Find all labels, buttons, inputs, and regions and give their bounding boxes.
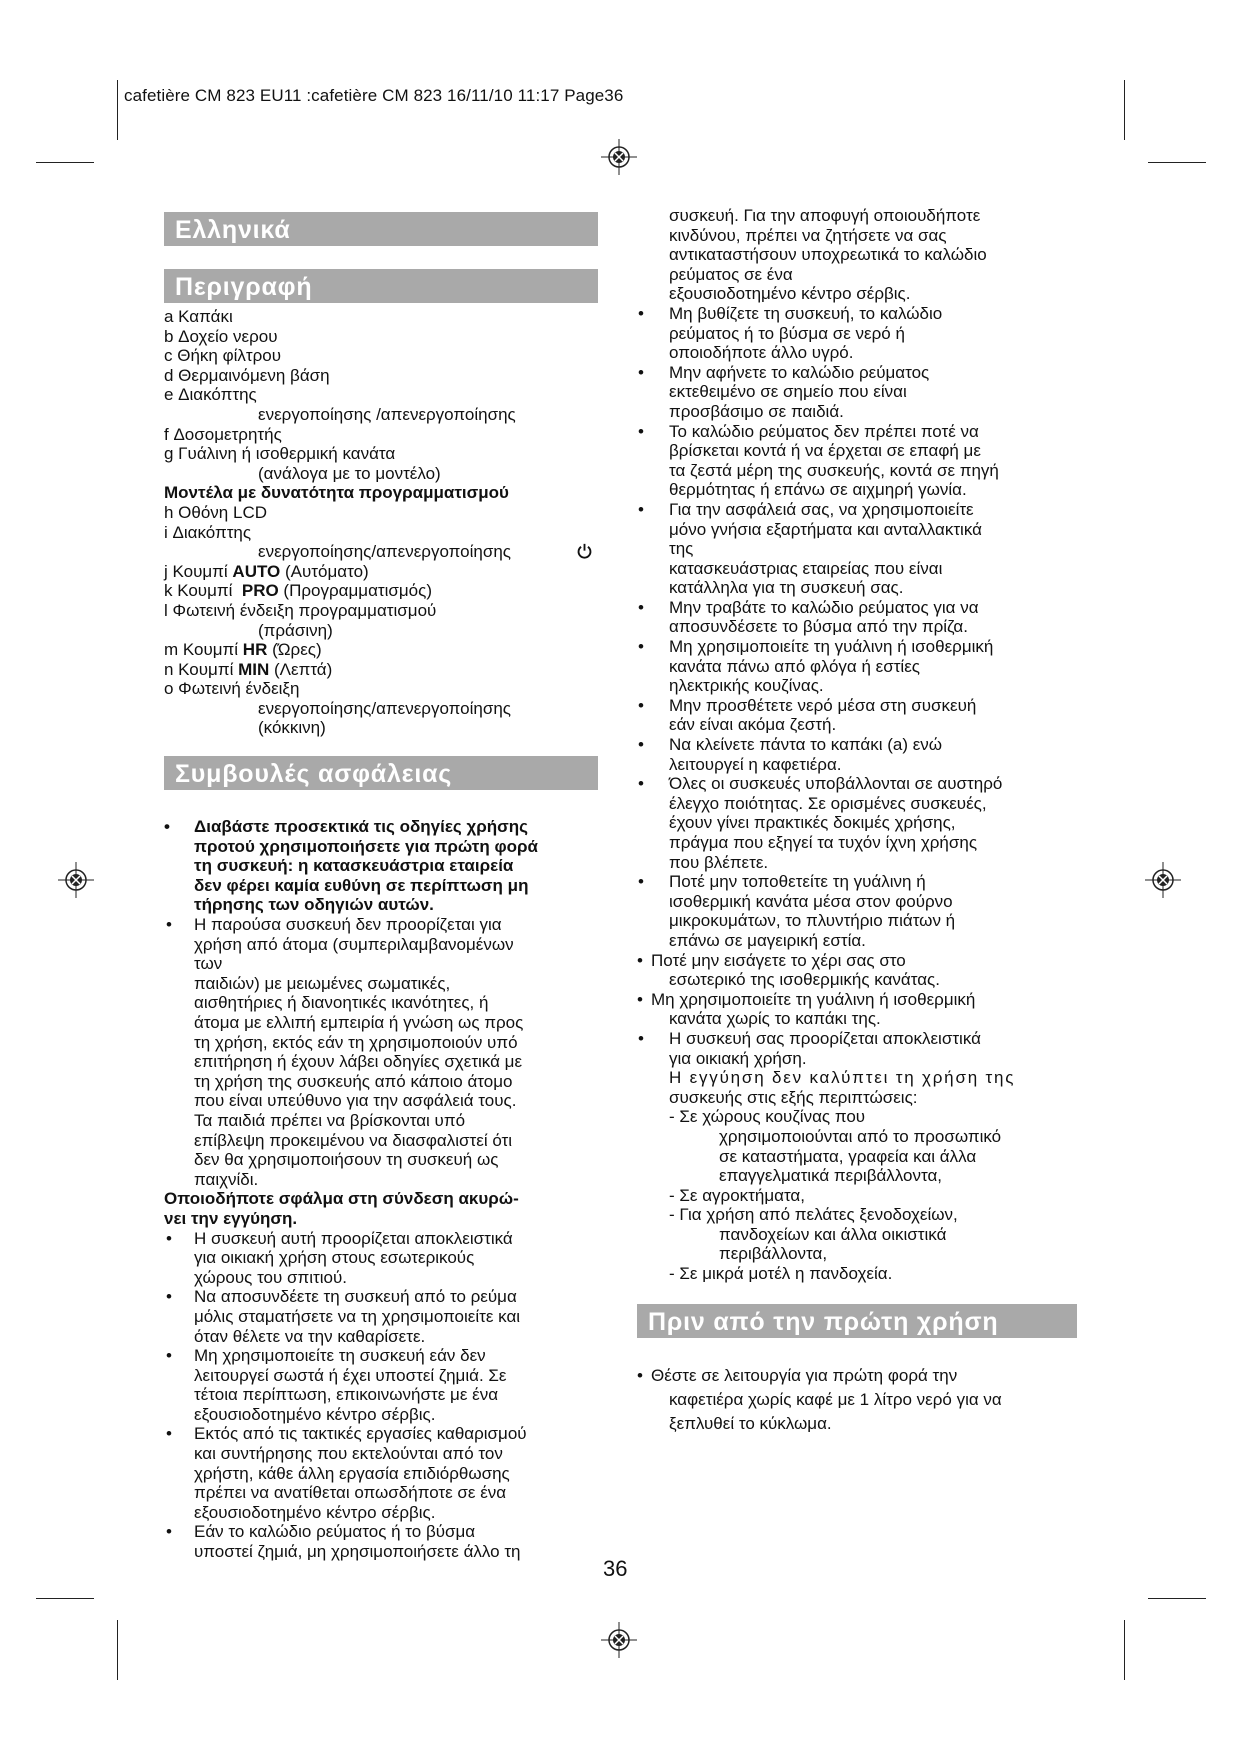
crop-mark [36, 1598, 94, 1599]
model-item: i Διακόπτης [164, 522, 252, 542]
exclusion-item: επαγγελματικά περιβάλλοντα, [719, 1166, 943, 1186]
model-item: ενεργοποίησης/απενεργοποίησης [258, 698, 511, 718]
model-item: o Φωτεινή ένδειξη [164, 679, 300, 699]
desc-item: ενεργοποίησης /απενεργοποίησης [258, 404, 516, 424]
desc-item: f Δοσομετρητής [164, 424, 282, 444]
left-column [164, 212, 598, 1562]
crop-mark [1124, 80, 1125, 140]
right-column [637, 206, 1077, 1436]
exclusion-item: - Σε αγροκτήματα, [669, 1185, 805, 1205]
exclusion-item: - Σε μικρά μοτέλ η πανδοχεία. [669, 1264, 893, 1284]
print-slug: cafetière CM 823 EU11 :cafetière CM 823 16/11/10 11:17 Page36 [124, 86, 624, 105]
models-heading: Μοντέλα με δυνατότητα προγραμματισμού [164, 483, 509, 503]
safety-item: • Μη βυθίζετε τη συσκευή, το καλώδιο ρεύματος ή το βύσμα σε νερό ή οποιοδήποτε άλλο υγρό. [638, 303, 943, 363]
registration-mark-icon [58, 862, 94, 898]
safety-item: • Εάν το καλώδιο ρεύματος ή το βύσμα υποστεί ζημιά, μη χρησιμοποιήσετε άλλο τη [166, 1522, 521, 1562]
model-item: j Κουμπί AUTO (Αυτόματο) [164, 561, 369, 581]
first-use-item: • Θέστε σε λειτουργία για πρώτη φορά την καφετιέρα χωρίς καφέ με 1 λίτρο νερό για να ξεπλυθεί το κύκλωμα. [637, 1365, 1002, 1433]
model-item: ενεργοποίησης/απενεργοποίησης [164, 542, 598, 562]
safety-item: • Ποτέ μην εισάγετε το χέρι σας στο εσωτερικό της ισοθερμικής κανάτας. [637, 950, 940, 990]
model-item: l Φωτεινή ένδειξη προγραμματισμού [164, 600, 437, 620]
registration-mark-icon [1145, 862, 1181, 898]
safety-item: • Το καλώδιο ρεύματος δεν πρέπει ποτέ να βρίσκεται κοντά ή να έρχεται σε επαφή με τα ζεστά μέρη της συσκευής, κοντά σε πηγή θερμότητας ή επάνω σε αιχμηρή γωνία. [638, 421, 999, 500]
power-icon [576, 543, 593, 560]
model-item: (πράσινη) [258, 620, 333, 640]
desc-item: b Δοχείο νερου [164, 326, 278, 346]
safety-title: Συμβουλές ασφάλειας [164, 756, 598, 790]
crop-mark [1148, 1598, 1206, 1599]
desc-item: g Γυάλινη ή ισοθερμική κανάτα [164, 444, 396, 464]
crop-mark [1124, 1620, 1125, 1680]
exclusion-item: - Σε χώρους κουζίνας που [669, 1107, 866, 1127]
registration-mark-icon [601, 139, 637, 175]
model-item: m Κουμπί HR (Ώρες) [164, 640, 322, 660]
exclusion-item: πανδοχείων και άλλα οικιστικά [719, 1224, 947, 1244]
safety-item: • Μην προσθέτετε νερό μέσα στη συσκευή εάν είναι ακόμα ζεστή. [638, 695, 977, 735]
exclusion-item: - Για χρήση από πελάτες ξενοδοχείων, [669, 1205, 958, 1225]
exclusion-list [637, 1107, 1077, 1283]
safety-item: • Μην τραβάτε το καλώδιο ρεύματος για να αποσυνδέσετε το βύσμα από την πρίζα. [638, 597, 979, 637]
safety-item: • Να αποσυνδέετε τη συσκευή από το ρεύμα μόλις σταματήσετε να τη χρησιμοποιείτε και όταν θέλετε να την καθαρίσετε. [166, 1287, 521, 1346]
desc-item: a Καπάκι [164, 307, 233, 326]
safety-item: • Για την ασφάλειά σας, να χρησιμοποιείτε μόνο γνήσια εξαρτήματα και ανταλλακτικά της κατασκευάστριας εταιρείας που είναι κατάλληλα για τη συσκευή σας. [638, 499, 982, 598]
safety-item: • Μη χρησιμοποιείτε τη συσκευή εάν δεν λειτουργεί σωστά ή έχει υποστεί ζημιά. Σε τέτοια περίπτωση, επικοινωνήστε με ένα εξουσιοδοτημένο κέντρο σέρβις. [166, 1346, 507, 1424]
model-item: h Οθόνη LCD [164, 502, 267, 522]
crop-mark [36, 162, 94, 163]
desc-item: e Διακόπτης [164, 385, 257, 405]
crop-mark [117, 80, 118, 140]
crop-mark [117, 1620, 118, 1680]
safety-item: • Μην αφήνετε το καλώδιο ρεύματος εκτεθειμένο σε σημείο που είναι προσβάσιμο σε παιδιά. [638, 362, 930, 421]
continued-text: συσκευή. Για την αποφυγή οποιουδήποτε κινδύνου, πρέπει να ζητήσετε να σας αντικαταστήσουν υποχρεωτικά το καλώδιο ρεύματος σε ένα εξουσιοδοτημένο κέντρο σέρβις. [669, 206, 987, 304]
safety-warning: • Διαβάστε προσεκτικά τις οδηγίες χρήσης προτού χρησιμοποιήσετε για πρώτη φορά τη συσκευή: η κατασκευάστρια εταιρεία δεν φέρει καμία ευθύνη σε περίπτωση μη τήρησης των οδηγιών αυτών. [164, 817, 539, 915]
safety-item: • Ποτέ μην τοποθετείτε τη γυάλινη ή ισοθερμική κανάτα μέσα στον φούρνο μικροκυμάτων, το πλυντήριο πιάτων ή επάνω σε μαγειρική εστία. [638, 872, 956, 950]
language-title: Ελληνικά [164, 212, 598, 246]
model-item: (κόκκινη) [258, 718, 326, 738]
model-item: n Κουμπί MIN (Λεπτά) [164, 659, 333, 679]
safety-item: • Να κλείνετε πάντα το καπάκι (a) ενώ λειτουργεί η καφετιέρα. [638, 735, 943, 774]
exclusion-item: χρησιμοποιούνται από το προσωπικό [719, 1126, 1002, 1146]
warranty-warning: Οποιοδήποτε σφάλμα στη σύνδεση ακυρώ- νει την εγγύηση. [164, 1189, 519, 1228]
crop-mark [1148, 162, 1206, 163]
page-number: 36 [603, 1556, 628, 1581]
description-title: Περιγραφή [164, 269, 598, 303]
model-item: k Κουμπί PRO (Προγραμματισμός) [164, 581, 432, 601]
safety-item: • Μη χρησιμοποιείτε τη γυάλινη ή ισοθερμική κανάτα χωρίς το καπάκι της. [637, 989, 976, 1029]
exclusion-item: περιβάλλοντα, [719, 1244, 828, 1264]
safety-item: • Μη χρησιμοποιείτε τη γυάλινη ή ισοθερμική κανάτα πάνω από φλόγα ή εστίες ηλεκτρικής κουζίνας. [638, 637, 994, 696]
safety-item: • Όλες οι συσκευές υποβάλλονται σε αυστηρό έλεγχο ποιότητας. Σε ορισμένες συσκευές, έχουν γίνει πρακτικές δοκιμές χρήσης, πράγμα που εξηγεί τα τυχόν ίχνη χρήσης που βλέπετε. [638, 774, 1003, 872]
desc-item: d Θερμαινόμενη βάση [164, 365, 330, 385]
safety-item: • Η συσκευή αυτή προορίζεται αποκλειστικά για οικιακή χρήση στους εσωτερικούς χώρους του σπιτιού. [166, 1228, 513, 1287]
desc-item: c Θήκη φίλτρου [164, 346, 282, 366]
safety-item: • Η συσκευή σας προορίζεται αποκλειστικά για οικιακή χρήση. Η εγγύηση δεν καλύπτει τη χρήση της συσκευής στις εξής περιπτώσεις: [638, 1028, 1016, 1107]
registration-mark-icon [601, 1622, 637, 1658]
first-use-title: Πριν από την πρώτη χρήση [637, 1304, 1077, 1338]
safety-item: • Εκτός από τις τακτικές εργασίες καθαρισμού και συντήρησης που εκτελούνται από τον χρήστη, κάθε άλλη εργασία επιδιόρθωσης πρέπει να ανατίθεται οπωσδήποτε σε ένα εξουσιοδοτημένο κέντρο σέρβις. [166, 1424, 527, 1522]
desc-item: (ανάλογα με το μοντέλο) [258, 463, 441, 483]
safety-item: • Η παρούσα συσκευή δεν προορίζεται για χρήση από άτομα (συμπεριλαμβανομένων των παιδιών) με μειωμένες σωματικές, αισθητήριες ή διανοητικές ικανότητες, ή άτομα με ελλιπή εμπειρία ή γνώση ως προς τη χρήση, εκτός εάν τη χρησιμοποιούν υπό επιτήρηση ή έχουν λάβει οδηγίες σχετικά με τη χρήση της συσκευής από κάποιο άτομο που είναι υπεύθυνο για την ασφάλειά τους. Τα παιδιά πρέπει να βρίσκονται υπό επίβλεψη προκειμένου να διασφαλιστεί ότι δεν θα χρησιμοποιήσουν τη συσκευή ως παιχνίδι. [166, 915, 524, 1189]
exclusion-item: σε καταστήματα, γραφεία και άλλα [719, 1146, 977, 1166]
